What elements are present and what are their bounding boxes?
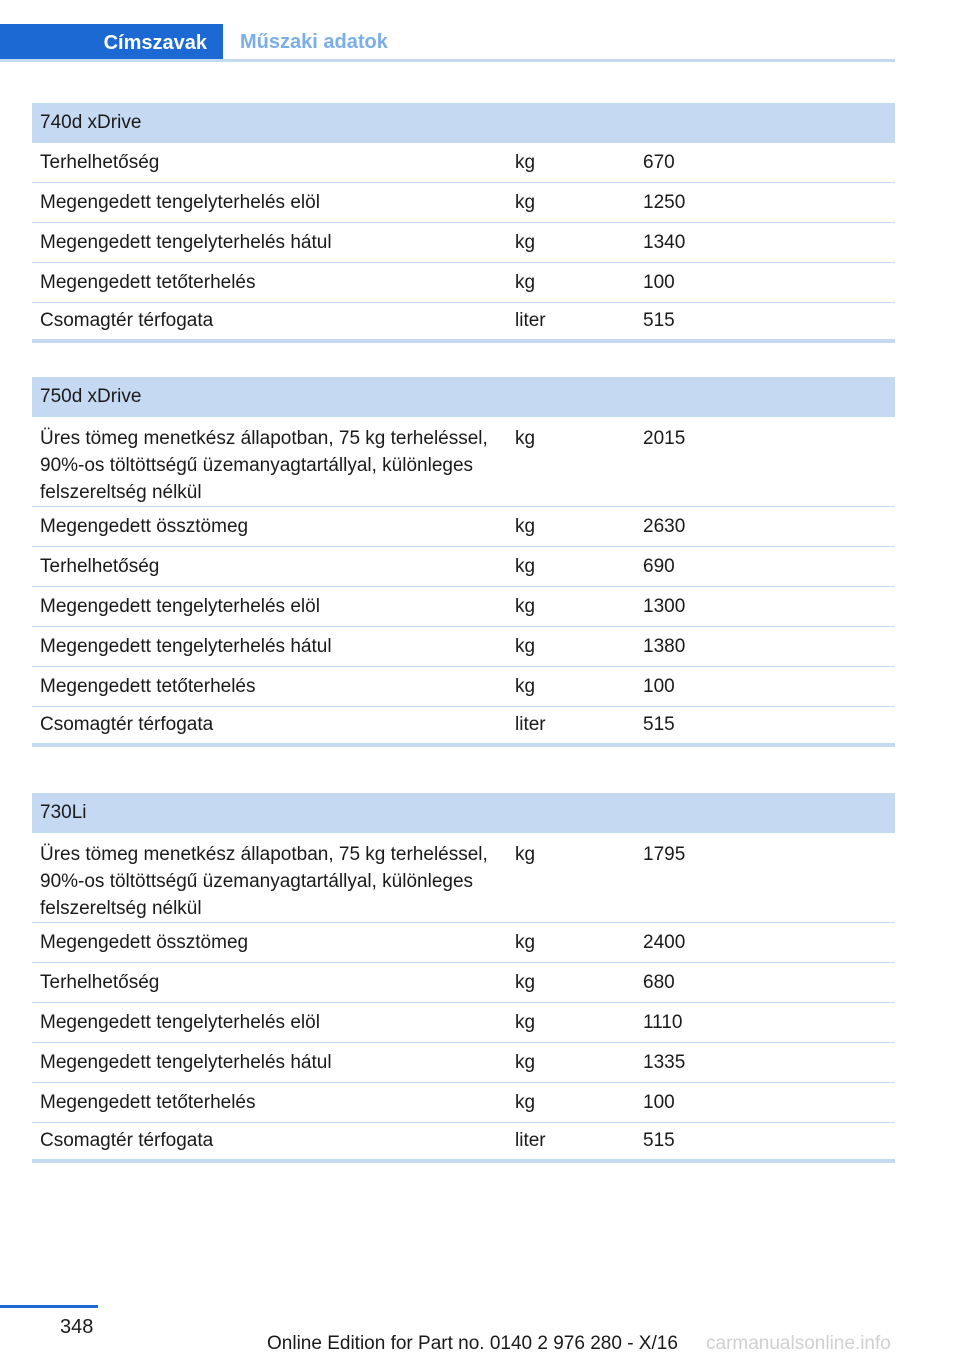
- row-label: Megengedett tetőterhelés: [40, 271, 256, 293]
- table-title: 740d xDrive: [32, 103, 895, 143]
- table-row: [32, 667, 895, 707]
- table-row: [32, 587, 895, 627]
- edition-note: Online Edition for Part no. 0140 2 976 280 - X/16: [267, 1333, 678, 1354]
- row-unit: kg: [515, 635, 536, 657]
- row-unit: kg: [515, 971, 536, 993]
- table-row: [32, 303, 895, 343]
- table-row: [32, 223, 895, 263]
- row-value: 100: [643, 1091, 675, 1113]
- footer-accent-line: [0, 1305, 98, 1308]
- row-value: 2015: [643, 428, 686, 449]
- row-unit: liter: [515, 714, 546, 735]
- row-value: 2400: [643, 931, 686, 953]
- row-unit: kg: [515, 1011, 536, 1033]
- row-value: 1110: [643, 1011, 683, 1033]
- table-row: [32, 263, 895, 303]
- row-unit: kg: [515, 231, 536, 253]
- table-row: [32, 183, 895, 223]
- row-label: Megengedett tengelyterhelés hátul: [40, 635, 332, 657]
- row-label: Csomagtér térfogata: [40, 1130, 214, 1151]
- table-row: [32, 1043, 895, 1083]
- table-row: [32, 923, 895, 963]
- row-label: Megengedett tengelyterhelés elöl: [40, 595, 320, 617]
- table-row: [32, 417, 895, 507]
- spec-table-740d: [32, 103, 895, 343]
- row-label: Terhelhetőség: [40, 151, 160, 173]
- table-row: [32, 507, 895, 547]
- row-label: Megengedett tetőterhelés: [40, 1091, 256, 1113]
- header-divider: [0, 59, 895, 62]
- row-value: 1250: [643, 191, 686, 213]
- row-value: 680: [643, 971, 675, 993]
- table-row: [32, 833, 895, 923]
- row-unit: kg: [515, 844, 536, 865]
- row-unit: kg: [515, 555, 536, 577]
- row-unit: kg: [515, 151, 536, 173]
- row-value: 2630: [643, 515, 686, 537]
- row-unit: kg: [515, 675, 536, 697]
- row-unit: liter: [515, 310, 546, 331]
- row-value: 515: [643, 1130, 675, 1151]
- row-unit: kg: [515, 595, 536, 617]
- row-value: 100: [643, 271, 675, 293]
- row-label: Megengedett tengelyterhelés hátul: [40, 1051, 332, 1073]
- row-value: 100: [643, 675, 675, 697]
- row-label: Terhelhetőség: [40, 971, 160, 993]
- table-row: [32, 707, 895, 747]
- row-unit: kg: [515, 191, 536, 213]
- table-row: [32, 143, 895, 183]
- spec-table-730li: [32, 793, 895, 1163]
- table-row: [32, 963, 895, 1003]
- row-unit: kg: [515, 515, 536, 537]
- row-value: 1300: [643, 595, 686, 617]
- row-value: 515: [643, 310, 675, 331]
- row-label: Csomagtér térfogata: [40, 714, 214, 735]
- row-unit: kg: [515, 271, 536, 293]
- watermark: carmanualsonline.info: [706, 1333, 891, 1354]
- row-value: 1340: [643, 231, 686, 253]
- row-label: Megengedett tengelyterhelés elöl: [40, 191, 320, 213]
- table-title: 730Li: [32, 793, 895, 833]
- row-unit: kg: [515, 1091, 536, 1113]
- row-label: Megengedett tengelyterhelés hátul: [40, 231, 332, 253]
- table-row: [32, 627, 895, 667]
- row-value: 515: [643, 714, 675, 735]
- row-value: 1795: [643, 844, 686, 865]
- row-label: Terhelhetőség: [40, 555, 160, 577]
- row-label: Megengedett össztömeg: [40, 515, 249, 537]
- row-label: Megengedett össztömeg: [40, 931, 249, 953]
- spec-table-750d: [32, 377, 895, 747]
- row-unit: kg: [515, 428, 536, 449]
- table-row: [32, 1003, 895, 1043]
- row-unit: liter: [515, 1130, 546, 1151]
- tab-keywords[interactable]: Címszavak: [0, 24, 223, 62]
- row-value: 690: [643, 555, 675, 577]
- table-row: [32, 1083, 895, 1123]
- row-value: 1335: [643, 1051, 686, 1073]
- row-label: Üres tömeg menetkész állapotban, 75 kg terheléssel, 90%-os töltöttségű üzemanyagtartállyal, különleges felszereltség nélkül: [40, 428, 488, 503]
- row-value: 1380: [643, 635, 686, 657]
- row-label: Üres tömeg menetkész állapotban, 75 kg terheléssel, 90%-os töltöttségű üzemanyagtartállyal, különleges felszereltség nélkül: [40, 844, 488, 919]
- row-unit: kg: [515, 931, 536, 953]
- page-number: 348: [60, 1316, 94, 1338]
- row-label: Megengedett tengelyterhelés elöl: [40, 1011, 320, 1033]
- top-navigation: [0, 0, 895, 62]
- row-unit: kg: [515, 1051, 536, 1073]
- table-title: 750d xDrive: [32, 377, 895, 417]
- table-row: [32, 547, 895, 587]
- row-label: Csomagtér térfogata: [40, 310, 214, 331]
- row-label: Megengedett tetőterhelés: [40, 675, 256, 697]
- table-row: [32, 1123, 895, 1163]
- row-value: 670: [643, 151, 675, 173]
- tab-technical-data[interactable]: Műszaki adatok: [240, 30, 388, 53]
